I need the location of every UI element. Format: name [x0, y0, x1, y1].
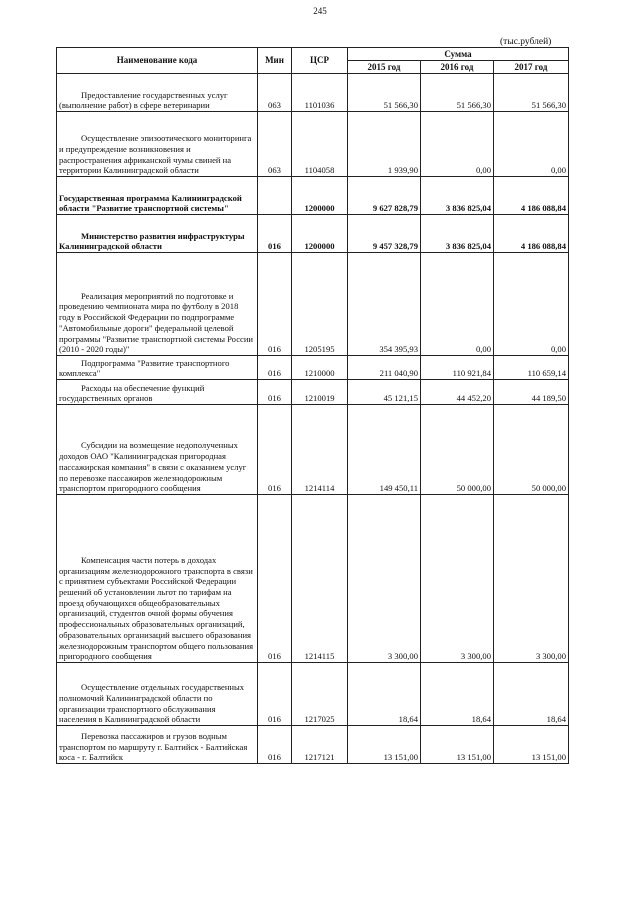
row-name: Предоставление государственных услуг (выполнение работ) в сфере ветеринарии: [57, 74, 258, 112]
row-2017: 50 000,00: [494, 405, 569, 495]
row-2016: 0,00: [421, 253, 494, 356]
units-label: (тыс.рублей): [500, 37, 552, 47]
row-2017: 51 566,30: [494, 74, 569, 112]
row-2016: 51 566,30: [421, 74, 494, 112]
table-row: [57, 495, 569, 663]
row-2017: 3 300,00: [494, 495, 569, 663]
row-name: Министерство развития инфраструктуры Калининградской области: [57, 215, 258, 253]
row-csr: 1214115: [292, 495, 348, 663]
row-csr: 1214114: [292, 405, 348, 495]
row-name: Осуществление отдельных государственных полномочий Калининградской области по организации транспортного обслуживания населения в Калининградской области: [57, 663, 258, 726]
header-sum: Сумма: [348, 48, 569, 61]
row-min: 063: [258, 74, 292, 112]
row-2015: 1 939,90: [348, 112, 421, 177]
row-2015: 9 627 828,79: [348, 177, 421, 215]
row-name: Субсидии на возмещение недополученных доходов ОАО "Калининградская пригородная пассажирская компания" в связи с оказанием услуг по перевозке пассажиров железнодорожным транспортом пригородного сообщения: [57, 405, 258, 495]
row-2015: 45 121,15: [348, 380, 421, 405]
row-2017: 0,00: [494, 253, 569, 356]
row-csr: 1101036: [292, 74, 348, 112]
row-name: Расходы на обеспечение функций государственных органов: [57, 380, 258, 405]
row-2017: 4 186 088,84: [494, 215, 569, 253]
row-name: Осуществление эпизоотического мониторинга и предупреждение возникновения и распространения африканской чумы свиней на территории Калининградской области: [57, 112, 258, 177]
row-2015: 149 450,11: [348, 405, 421, 495]
row-csr: 1210000: [292, 356, 348, 380]
table-row: [57, 253, 569, 356]
row-2017: 18,64: [494, 663, 569, 726]
table-row: [57, 74, 569, 112]
row-2015: 18,64: [348, 663, 421, 726]
row-min: 016: [258, 253, 292, 356]
table-row: [57, 215, 569, 253]
row-csr: 1217121: [292, 726, 348, 764]
row-2016: 3 836 825,04: [421, 215, 494, 253]
row-2015: 3 300,00: [348, 495, 421, 663]
row-2016: 0,00: [421, 112, 494, 177]
table-row: [57, 380, 569, 405]
row-name: Перевозка пассажиров и грузов водным транспортом по маршруту г. Балтийск - Балтийская коса - г. Балтийск: [57, 726, 258, 764]
row-name: Государственная программа Калининградской области "Развитие транспортной системы": [57, 177, 258, 215]
row-2017: 110 659,14: [494, 356, 569, 380]
table-row: [57, 405, 569, 495]
row-2015: 9 457 328,79: [348, 215, 421, 253]
header-2017: 2017 год: [494, 61, 569, 74]
row-2017: 4 186 088,84: [494, 177, 569, 215]
row-2016: 44 452,20: [421, 380, 494, 405]
row-2017: 44 189,50: [494, 380, 569, 405]
table-row: [57, 356, 569, 380]
row-2015: 51 566,30: [348, 74, 421, 112]
row-2016: 110 921,84: [421, 356, 494, 380]
row-name: Подпрограмма "Развитие транспортного комплекса": [57, 356, 258, 380]
row-csr: 1200000: [292, 215, 348, 253]
row-2016: 3 300,00: [421, 495, 494, 663]
budget-table: [56, 47, 569, 764]
page-number: 245: [313, 6, 327, 16]
row-csr: 1217025: [292, 663, 348, 726]
row-2017: 0,00: [494, 112, 569, 177]
table-row: [57, 112, 569, 177]
header-2016: 2016 год: [421, 61, 494, 74]
row-min: 016: [258, 380, 292, 405]
row-2017: 13 151,00: [494, 726, 569, 764]
header-csr: ЦСР: [292, 48, 348, 74]
row-csr: 1200000: [292, 177, 348, 215]
row-2016: 13 151,00: [421, 726, 494, 764]
header-2015: 2015 год: [348, 61, 421, 74]
row-min: [258, 177, 292, 215]
row-2015: 354 395,93: [348, 253, 421, 356]
row-min: 063: [258, 112, 292, 177]
row-min: 016: [258, 663, 292, 726]
row-csr: 1205195: [292, 253, 348, 356]
row-min: 016: [258, 215, 292, 253]
row-name: Компенсация части потерь в доходах организациям железнодорожного транспорта в связи с принятием субъектами Российской Федерации решений об установлении льгот по тарифам на проезд обучающихся общеобразовательных организаций, студентов очной формы обучения профессиональных образовательных организаций, образовательных организаций высшего образования железнодорожным транспортом общего пользования пригородного сообщения: [57, 495, 258, 663]
header-name: Наименование кода: [57, 48, 258, 74]
row-min: 016: [258, 495, 292, 663]
row-2016: 50 000,00: [421, 405, 494, 495]
row-2016: 3 836 825,04: [421, 177, 494, 215]
row-min: 016: [258, 726, 292, 764]
table-row: [57, 177, 569, 215]
row-csr: 1104058: [292, 112, 348, 177]
row-min: 016: [258, 356, 292, 380]
row-name: Реализация мероприятий по подготовке и проведению чемпионата мира по футболу в 2018 году в Российской Федерации по подпрограмме "Автомобильные дороги" федеральной целевой программы "Развитие транспортной системы России (2010 - 2020 годы)": [57, 253, 258, 356]
table-row: [57, 663, 569, 726]
header-min: Мин: [258, 48, 292, 74]
row-2015: 211 040,90: [348, 356, 421, 380]
table-row: [57, 726, 569, 764]
row-2016: 18,64: [421, 663, 494, 726]
row-min: 016: [258, 405, 292, 495]
row-2015: 13 151,00: [348, 726, 421, 764]
row-csr: 1210019: [292, 380, 348, 405]
